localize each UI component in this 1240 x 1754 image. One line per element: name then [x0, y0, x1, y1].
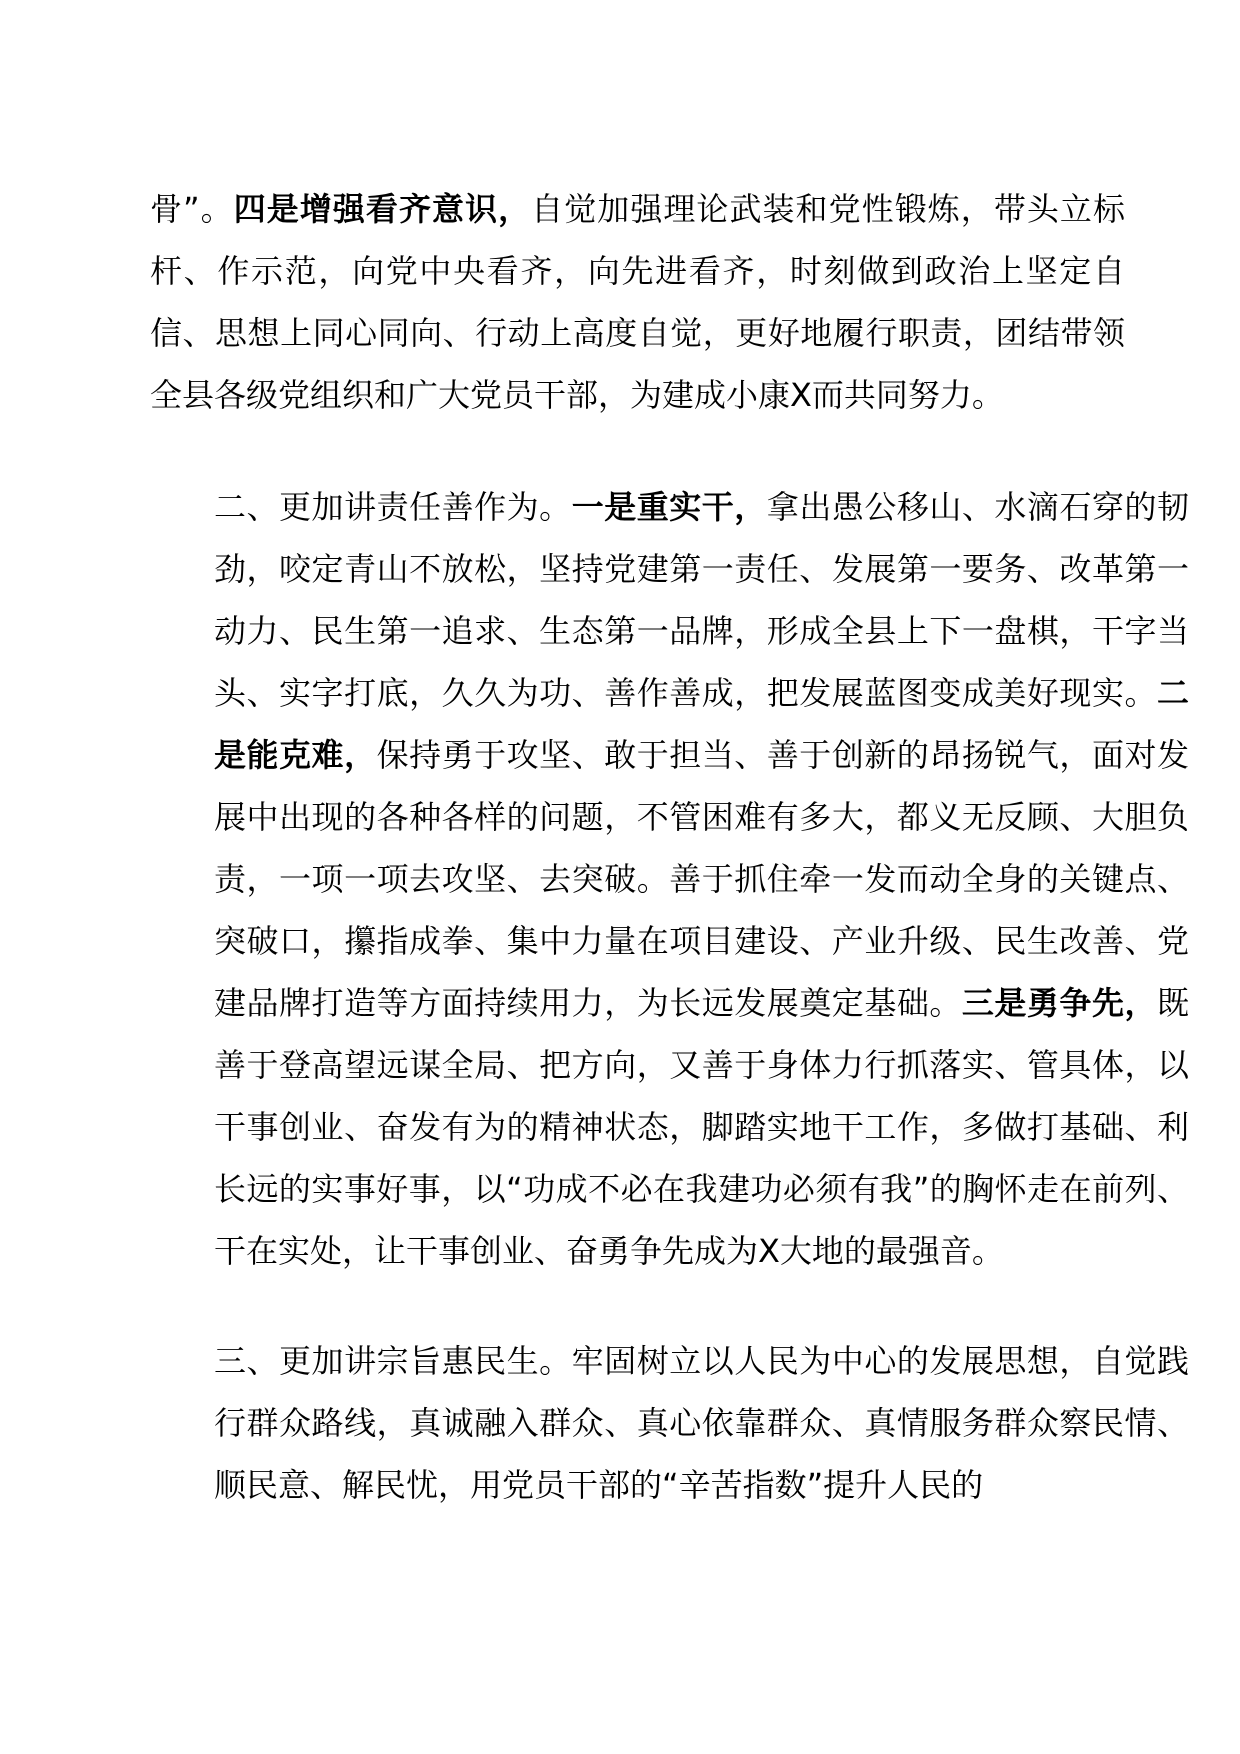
paragraph-2-text-2: 保持勇于攻坚、敢于担当、善于创新的昂扬锐气，面对发展中出现的各种各样的问题，不管困难有多大，都义无反顾、大胆负责，一项一项去攻坚、去突破。善于抓住牵一发而动全身的关键点、突破口，攥指成拳、集中力量在项目建设、产业升级、民生改善、党建品牌打造等方面持续用力，为长远发展奠定基础。	[214, 736, 1189, 1022]
paragraph-2-bold-point-3: 三是勇争先，	[961, 984, 1157, 1022]
paragraph-1-segment-3: 自觉加强理论武装和党性锻炼，带头立标杆、作示范，向党中央看齐，向先进看齐，时刻做到政治上坚定自信、思想上同心同向、行动上高度自觉，更好地履行职责，团结带领全县各级党组织和广大党员干部，为建成小康X而共同努力。	[150, 190, 1125, 414]
paragraph-2-bold-point-1: 一是重实干，	[571, 488, 767, 526]
paragraph-1-bold-heading: 四是增强看齐意识，	[233, 190, 532, 228]
paragraph-1-segment-1: 骨”。	[150, 190, 234, 228]
paragraph-2-section-heading: 二、更加讲责任善作为。	[214, 488, 572, 526]
paragraph-3	[150, 1330, 1189, 1516]
paragraph-2-bold-point-2: 二是能克难，	[214, 674, 1189, 774]
paragraph-2-text-3: 既善于登高望远谋全局、把方向，又善于身体力行抓落实、管具体，以干事创业、奋发有为的精神状态，脚踏实地干工作，多做打基础、利长远的实事好事，以“功成不必在我建功必须有我”的胸怀走在前列、干在实处，让干事创业、奋勇争先成为X大地的最强音。	[214, 984, 1189, 1270]
paragraph-2-text-1: 拿出愚公移山、水滴石穿的韧劲，咬定青山不放松，坚持党建第一责任、发展第一要务、改革第一动力、民生第一追求、生态第一品牌，形成全县上下一盘棋，干字当头、实字打底，久久为功、善作善成，把发展蓝图变成美好现实。	[214, 488, 1189, 712]
paragraph-1	[150, 178, 1125, 426]
paragraph-3-text: 三、更加讲宗旨惠民生。牢固树立以人民为中心的发展思想，自觉践行群众路线，真诚融入群众、真心依靠群众、真情服务群众察民情、顺民意、解民忧，用党员干部的“辛苦指数”提升人民的	[214, 1342, 1189, 1504]
paragraph-2	[150, 476, 1189, 1282]
